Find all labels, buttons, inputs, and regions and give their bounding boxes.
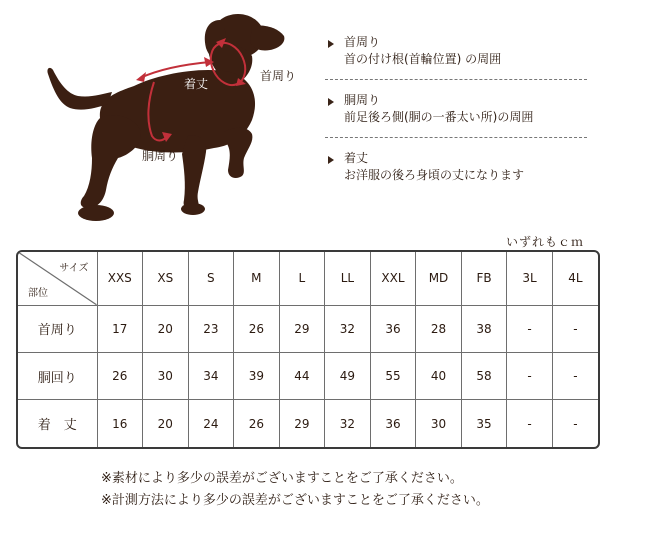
size-header: 4L (552, 252, 598, 305)
table-cell: 26 (234, 305, 280, 352)
row-label: 首周り (18, 305, 97, 352)
table-cell: 49 (325, 353, 371, 400)
table-cell: 30 (143, 353, 189, 400)
label-chest: 胴周り (142, 149, 179, 163)
table-row (18, 305, 598, 352)
table-cell: 36 (370, 400, 416, 447)
label-length: 着丈 (184, 77, 209, 91)
triangle-bullet-icon (328, 40, 334, 48)
table-cell: - (507, 305, 553, 352)
row-label: 胴回り (18, 353, 97, 400)
table-cell: - (507, 353, 553, 400)
legend-desc: 首の付け根(首輪位置) の周囲 (344, 52, 502, 66)
table-header-row (18, 252, 598, 305)
table-cell: - (552, 305, 598, 352)
table-row (18, 353, 598, 400)
table-cell: 20 (143, 400, 189, 447)
size-header: MD (416, 252, 462, 305)
table-cell: 26 (234, 400, 280, 447)
legend-item-length (325, 150, 587, 184)
label-neck: 首周り (260, 69, 297, 83)
table-cell: 29 (279, 305, 325, 352)
size-table (18, 252, 598, 447)
table-cell: 34 (188, 353, 234, 400)
table-cell: 20 (143, 305, 189, 352)
table-cell: 38 (461, 305, 507, 352)
size-header: LL (325, 252, 371, 305)
dashed-divider (325, 79, 587, 80)
legend-item-chest (325, 92, 587, 126)
table-cell: 28 (416, 305, 462, 352)
table-cell: - (507, 400, 553, 447)
size-header: XS (143, 252, 189, 305)
size-header: XXS (97, 252, 143, 305)
size-header: L (279, 252, 325, 305)
legend-title: 着丈 (344, 151, 369, 165)
size-header: FB (461, 252, 507, 305)
corner-part-label: 部位 (28, 287, 48, 299)
table-cell: 24 (188, 400, 234, 447)
note-material: ※素材により多少の誤差がございますことをご了承ください。 (101, 471, 463, 486)
legend-title: 首周り (344, 35, 381, 49)
table-cell: 55 (370, 353, 416, 400)
dog-silhouette (47, 14, 284, 221)
corner-size-label: サイズ (59, 263, 89, 274)
table-cell: 32 (325, 305, 371, 352)
note-method: ※計測方法により多少の誤差がございますことをご了承ください。 (101, 493, 489, 508)
table-cell: 32 (325, 400, 371, 447)
table-cell: 44 (279, 353, 325, 400)
table-cell: - (552, 400, 598, 447)
size-header: S (188, 252, 234, 305)
table-cell: 26 (97, 353, 143, 400)
dog-measurement-diagram (38, 8, 308, 230)
table-cell: 30 (416, 400, 462, 447)
table-cell: 36 (370, 305, 416, 352)
legend-title: 胴周り (344, 93, 381, 107)
table-cell: 58 (461, 353, 507, 400)
dashed-divider (325, 137, 587, 138)
table-cell: 39 (234, 353, 280, 400)
table-cell: 23 (188, 305, 234, 352)
dog-silhouette-svg (38, 8, 308, 230)
size-header: XXL (370, 252, 416, 305)
size-table-frame (16, 250, 600, 449)
notes (101, 468, 489, 512)
table-cell: - (552, 353, 598, 400)
table-corner-cell (18, 252, 97, 305)
legend-desc: 前足後ろ側(胴の一番太い所)の周囲 (344, 110, 534, 124)
size-header: 3L (507, 252, 553, 305)
legend-desc: お洋服の後ろ身頃の丈になります (344, 168, 525, 182)
row-label: 着 丈 (18, 400, 97, 447)
size-header: M (234, 252, 280, 305)
measurement-legend (325, 34, 587, 184)
unit-note: いずれもｃｍ (506, 235, 585, 249)
triangle-bullet-icon (328, 98, 334, 106)
table-cell: 40 (416, 353, 462, 400)
table-cell: 17 (97, 305, 143, 352)
triangle-bullet-icon (328, 156, 334, 164)
table-cell: 16 (97, 400, 143, 447)
table-cell: 29 (279, 400, 325, 447)
legend-item-neck (325, 34, 587, 68)
table-cell: 35 (461, 400, 507, 447)
table-row (18, 400, 598, 447)
